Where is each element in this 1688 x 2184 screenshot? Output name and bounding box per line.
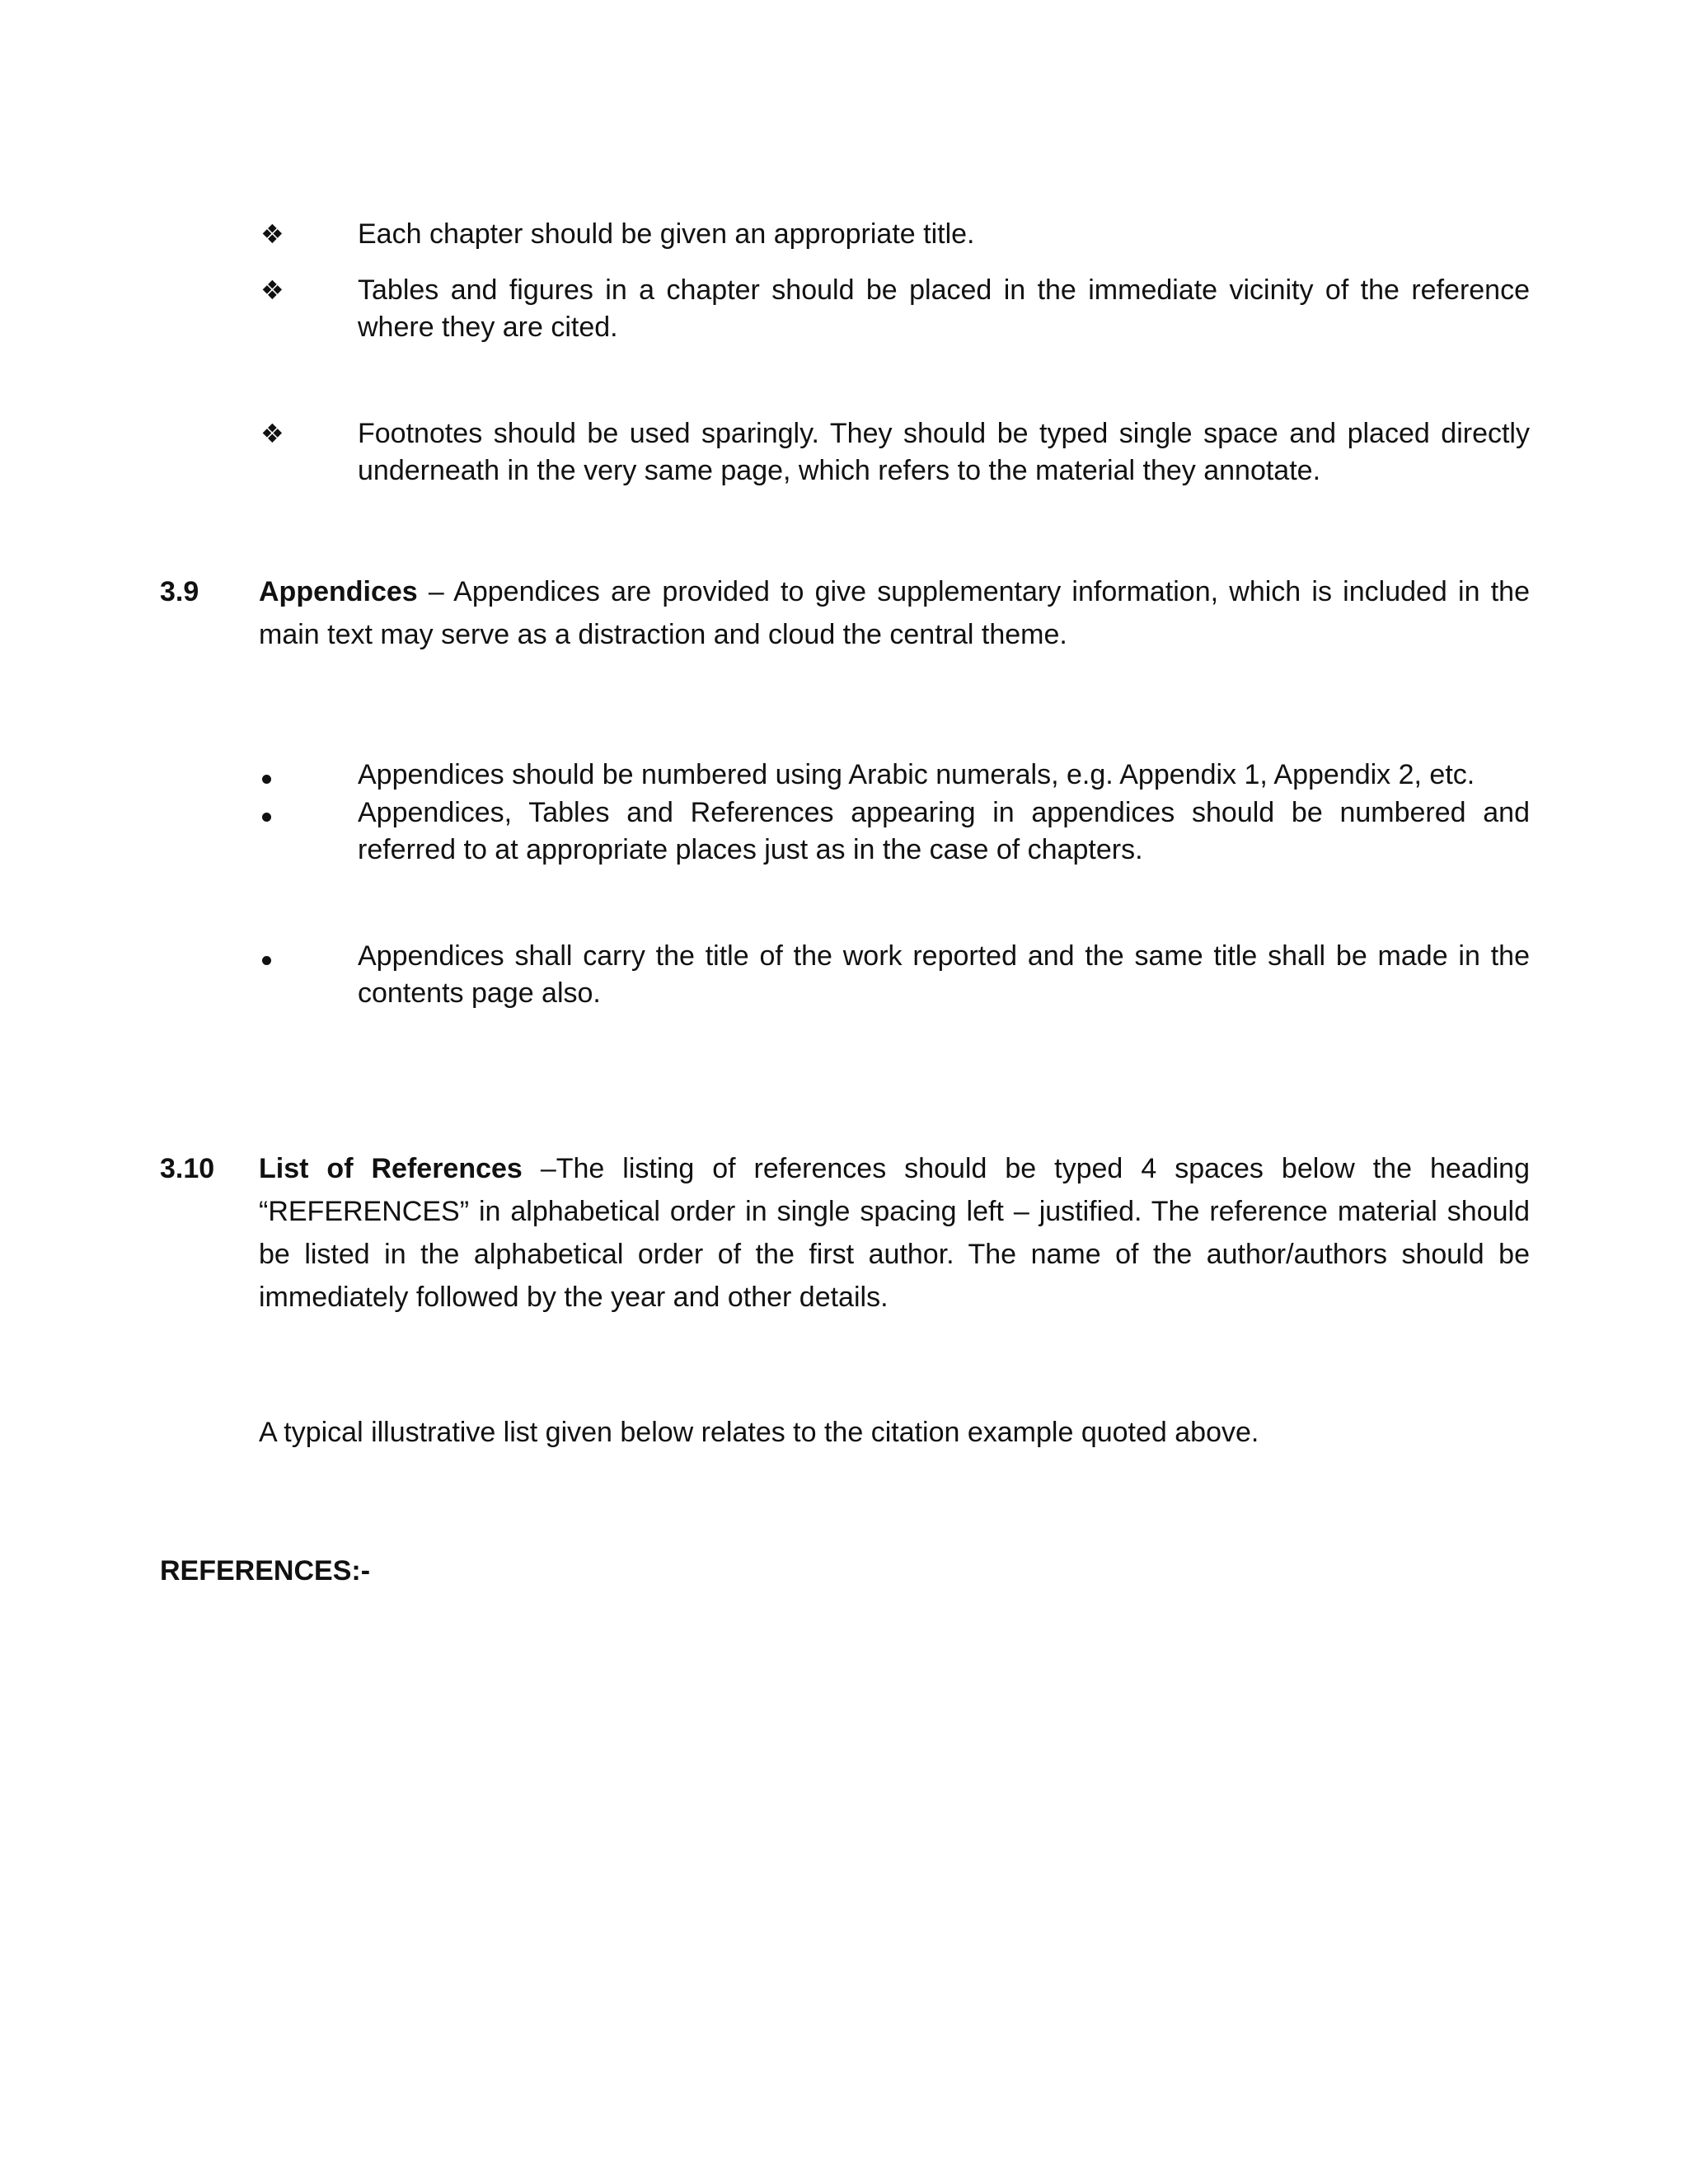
diamond-bullet-icon: ❖ [260,275,284,305]
diamond-bullet-icon: ❖ [260,419,284,448]
section-title: Appendices [259,576,418,607]
section-title: List of References [259,1153,523,1184]
appendix-bullet-text: Appendices, Tables and References appearing in appendices should be numbered and referred to at appropriate places just as in the case of chapters. [358,797,1530,865]
chapter-bullet-text: Each chapter should be given an appropriate title. [358,218,975,250]
section-number: 3.9 [160,576,199,607]
section-text: – Appendices are provided to give supplementary information, which is included in the main text may serve as a distraction and cloud the central theme. [259,576,1530,650]
dot-bullet-icon [260,757,310,794]
illustrative-note: A typical illustrative list given below relates to the citation example quoted above. [259,1417,1259,1448]
section-body [259,570,1530,656]
appendix-bullet-text: Appendices should be numbered using Arabic numerals, e.g. Appendix 1, Appendix 2, etc. [358,759,1475,790]
chapter-bullet-text: Footnotes should be used sparingly. They should be typed single space and placed directly underneath in the very same page, which refers to the material they annotate. [358,418,1530,486]
dot-bullet-icon [260,794,310,832]
dot-bullet-icon [260,938,310,975]
section-text: –The listing of references should be typed 4 spaces below the heading “REFERENCES” in alphabetical order in single spacing left – justified. The reference material should be listed in the alphabetical order of the first author. The name of the author/authors should be immediately followed by the year and other details. [259,1153,1530,1313]
appendix-bullet-text: Appendices shall carry the title of the work reported and the same title shall be made in the contents page also. [358,940,1530,1009]
diamond-bullet-icon: ❖ [260,219,284,249]
references-heading: REFERENCES:- [160,1555,371,1586]
section-body [259,1147,1530,1319]
chapter-bullet-text: Tables and figures in a chapter should be placed in the immediate vicinity of the reference where they are cited. [358,274,1530,343]
section-number: 3.10 [160,1153,215,1184]
